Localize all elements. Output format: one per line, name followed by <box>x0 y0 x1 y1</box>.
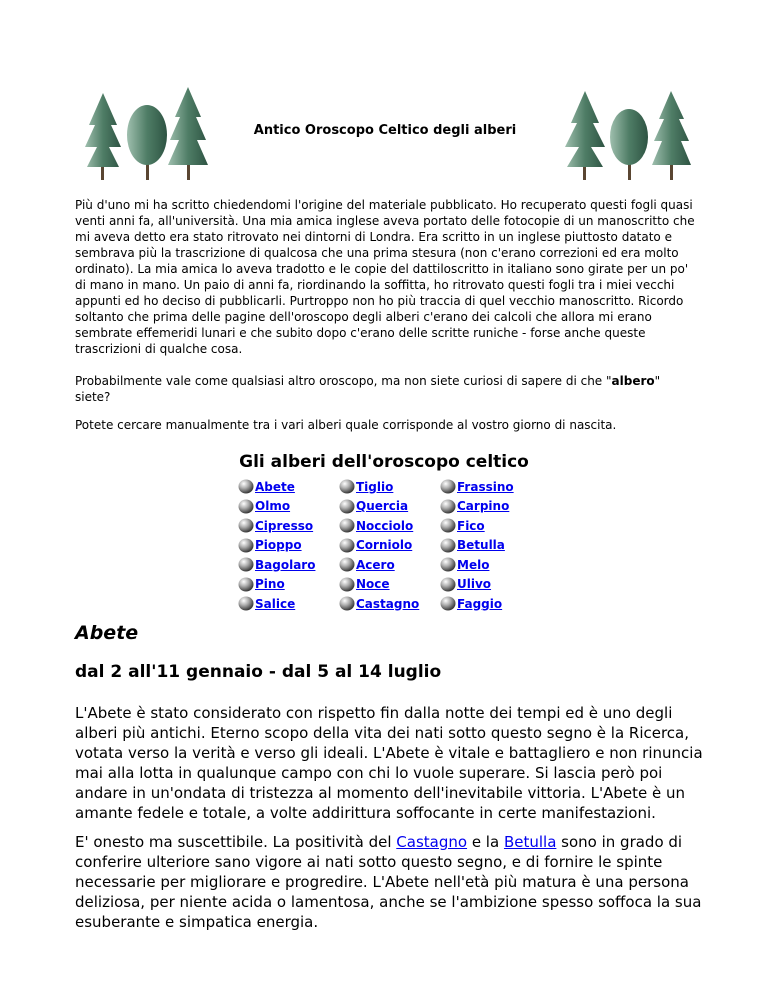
bullet-ball-icon <box>440 479 456 494</box>
tree-link-label: Tiglio <box>356 479 394 494</box>
tree-link-label: Nocciolo <box>356 518 414 533</box>
page-title: Antico Oroscopo Celtico degli alberi <box>253 123 517 138</box>
tree-link-salice[interactable] <box>238 594 295 613</box>
bullet-ball-icon <box>238 479 254 494</box>
tree-link-ulivo[interactable] <box>440 575 491 594</box>
link-castagno[interactable]: Castagno <box>396 833 468 851</box>
tree-link-quercia[interactable] <box>339 497 408 516</box>
bullet-ball-icon <box>440 596 456 611</box>
tree-link-label: Abete <box>255 479 295 494</box>
bullet-ball-icon <box>339 557 355 572</box>
entry-title: Abete <box>75 622 139 644</box>
tree-link-bagolaro[interactable] <box>238 555 315 574</box>
section-title: Gli alberi dell'oroscopo celtico <box>239 452 529 472</box>
tree-link-label: Fico <box>457 518 485 533</box>
tree-link-label: Acero <box>356 557 395 572</box>
bullet-ball-icon <box>339 479 355 494</box>
tree-link-label: Castagno <box>356 596 420 611</box>
entry-dates: dal 2 all'11 gennaio - dal 5 al 14 luglio <box>75 662 442 682</box>
tree-link-label: Faggio <box>457 596 503 611</box>
bullet-ball-icon <box>339 538 355 553</box>
tree-link-abete[interactable] <box>238 477 295 496</box>
tree-link-melo[interactable] <box>440 555 489 574</box>
tree-link-label: Corniolo <box>356 538 413 552</box>
tree-link-acero[interactable] <box>339 555 395 574</box>
bullet-ball-icon <box>238 518 254 533</box>
entry-paragraph-description: L'Abete è stato considerato con rispetto fin dalla notte dei tempi ed è uno degli alberi più antichi. Eterno scopo della vita dei nati sotto questo segno è la Ricerca, votata verso la verità e verso gli ideali. L'Abete è vitale e battagliero e non rinuncia mai alla lotta in qualunque campo con chi lo vuole superare. Si lascia però poi andare in un'ondata di tristezza al momento dell'inevitabile vittoria. L'Abete è un amante fedele e totale, a volte addirittura soffocante in certe manifestazioni. <box>75 704 703 822</box>
intro-paragraph-origin: Più d'uno mi ha scritto chiedendomi l'origine del materiale pubblicato. Ho recuperato questi fogli quasi venti anni fa, all'università. Una mia amica inglese aveva portato delle fotocopie di un manoscritto che mi aveva detto era stato ritrovato nei dintorni di Londra. Era scritto in un inglese piuttosto datato e sembrava più la trascrizione di qualcosa che una prima stesura (non c'erano correzioni ed era molto ordinato). La mia amica lo aveva tradotto e le copie del dattiloscritto in italiano sono girate per un po' di mano in mano. Un paio di anni fa, riordinando la soffitta, ho ritrovato questi fogli tra i miei vecchi appunti ed ho deciso di pubblicarli. Purtroppo non ho più traccia di quel vecchio manoscritto. Ricordo soltanto che prima delle pagine dell'oroscopo degli alberi c'erano dei calcoli che allora mi erano sembrate effemeridi lunari e che subito dopo c'erano delle scritte runiche - forse anche queste trascrizioni di qualche cosa. <box>75 198 695 356</box>
bullet-ball-icon <box>238 557 254 572</box>
link-betulla[interactable]: Betulla <box>503 833 557 851</box>
bullet-ball-icon <box>440 557 456 572</box>
tree-link-label: Melo <box>457 557 490 572</box>
tree-link-frassino[interactable] <box>440 477 514 496</box>
tree-link-label: Ulivo <box>457 577 492 591</box>
bullet-ball-icon <box>238 577 254 592</box>
tree-link-fico[interactable] <box>440 516 485 535</box>
intro-paragraph-question: Probabilmente vale come qualsiasi altro oroscopo, ma non siete curiosi di sapere di che "albero" siete? <box>75 374 661 404</box>
tree-link-cipresso[interactable] <box>238 516 313 535</box>
keyword-albero: albero <box>611 374 655 388</box>
tree-link-pioppo[interactable] <box>238 536 302 555</box>
bullet-ball-icon <box>440 577 456 592</box>
entry-paragraph-compatibility: E' onesto ma suscettibile. La positività del Castagno e la Betulla sono in grado di conferire ulteriore sano vigore ai nati sotto questo segno, e di fornire le spinte necessarie per migliorare e progredire. L'Abete nell'età più matura è una persona deliziosa, per niente acida o lamentosa, anche se l'ambizione spesso soffoca la sua esuberante e simpatica energia. <box>75 833 702 931</box>
bullet-ball-icon <box>238 596 254 611</box>
tree-link-olmo[interactable] <box>238 497 290 516</box>
tree-link-pino[interactable] <box>238 575 285 594</box>
bullet-ball-icon <box>339 518 355 533</box>
tree-link-label: Betulla <box>457 538 505 552</box>
tree-link-label: Cipresso <box>255 518 314 533</box>
bullet-ball-icon <box>339 577 355 592</box>
tree-link-label: Pino <box>255 577 285 591</box>
bullet-ball-icon <box>440 518 456 533</box>
pine-trees-right-icon <box>557 85 702 180</box>
tree-link-label: Noce <box>356 577 390 591</box>
bullet-ball-icon <box>238 499 254 514</box>
bullet-ball-icon <box>339 499 355 514</box>
bullet-ball-icon <box>339 596 355 611</box>
tree-link-nocciolo[interactable] <box>339 516 413 535</box>
tree-link-label: Salice <box>255 596 296 611</box>
page-header <box>75 85 695 180</box>
tree-link-tiglio[interactable] <box>339 477 393 496</box>
tree-link-betulla[interactable] <box>440 536 505 555</box>
tree-link-label: Quercia <box>356 499 409 513</box>
tree-link-label: Carpino <box>457 499 510 513</box>
tree-link-noce[interactable] <box>339 575 390 594</box>
bullet-ball-icon <box>238 538 254 553</box>
tree-link-corniolo[interactable] <box>339 536 412 555</box>
tree-link-castagno[interactable] <box>339 594 419 613</box>
tree-link-label: Pioppo <box>255 538 302 552</box>
tree-link-faggio[interactable] <box>440 594 502 613</box>
tree-link-carpino[interactable] <box>440 497 509 516</box>
tree-link-label: Bagolaro <box>255 557 316 572</box>
intro-paragraph-instructions: Potete cercare manualmente tra i vari alberi quale corrisponde al vostro giorno di nascita. <box>75 418 617 432</box>
bullet-ball-icon <box>440 538 456 553</box>
tree-link-label: Olmo <box>255 499 291 513</box>
bullet-ball-icon <box>440 499 456 514</box>
tree-link-label: Frassino <box>457 479 514 494</box>
